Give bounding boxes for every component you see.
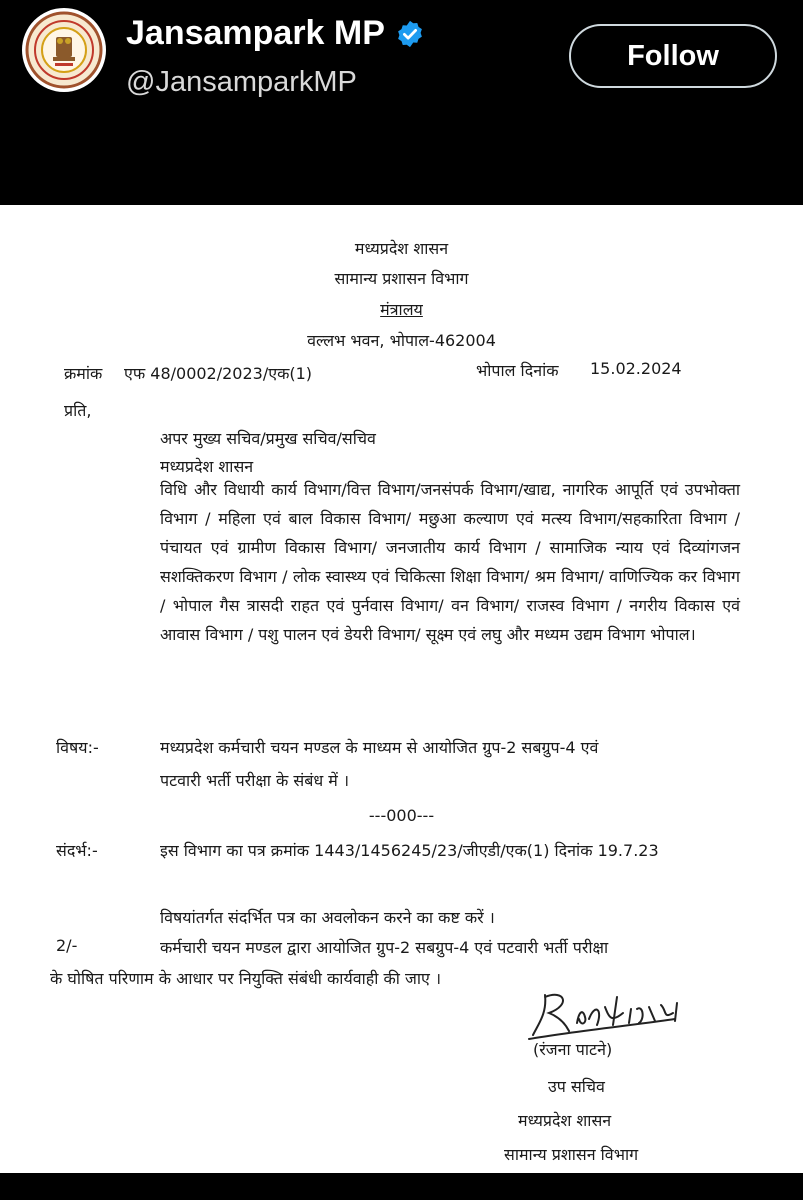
mp-emblem-icon bbox=[25, 11, 103, 89]
subject-line-1: मध्यप्रदेश कर्मचारी चयन मण्डल के माध्यम से आयोजित ग्रुप-2 सबग्रुप-4 एवं bbox=[160, 738, 599, 757]
date-value: 15.02.2024 bbox=[590, 359, 682, 378]
bottom-bar bbox=[0, 1173, 803, 1200]
profile-avatar[interactable] bbox=[22, 8, 106, 92]
follow-button[interactable]: Follow bbox=[569, 24, 777, 88]
subject-label: विषय:- bbox=[56, 738, 99, 757]
account-name-text[interactable]: Jansampark MP bbox=[126, 14, 385, 52]
signatory-name: (रंजना पाटने) bbox=[533, 1040, 613, 1059]
recipient-line-2: मध्यप्रदेश शासन bbox=[160, 457, 254, 476]
tweet-header bbox=[0, 0, 803, 205]
letter-document bbox=[0, 205, 803, 1173]
subject-line-2: पटवारी भर्ती परीक्षा के संबंध में । bbox=[160, 771, 350, 790]
account-name[interactable] bbox=[126, 14, 425, 53]
doc-heading-2: सामान्य प्रशासन विभाग bbox=[334, 269, 469, 288]
doc-heading-1: मध्यप्रदेश शासन bbox=[354, 239, 449, 258]
departments-list: विधि और विधायी कार्य विभाग/वित्त विभाग/जनसंपर्क विभाग/खाद्य, नागरिक आपूर्ति एवं उपभोक्ता विभाग / महिला एवं बाल विकास विभाग/ मछुआ कल्याण एवं मत्स्य विभाग/सहकारिता विभाग / पंचायत एवं ग्रामीण विकास विभाग/ जनजातीय कार्य विभाग / सामाजिक न्याय एवं दिव्यांगजन सशक्तिकरण विभाग / लोक स्वास्थ्य एवं चिकित्सा शिक्षा विभाग/ श्रम विभाग/ वाणिज्यिक कर विभाग / भोपाल गैस त्रासदी राहत एवं पुर्नवास विभाग/ वन विभाग/ राजस्व विभाग / नगरीय विकास एवं आवास विभाग / पशु पालन एवं डेयरी विभाग/ सूक्ष्म एवं लघु और मध्यम उद्यम विभाग भोपाल। bbox=[160, 480, 740, 644]
separator: ---000--- bbox=[368, 806, 435, 825]
recipient-line-1: अपर मुख्य सचिव/प्रमुख सचिव/सचिव bbox=[160, 429, 376, 448]
signatory-title: उप सचिव bbox=[548, 1077, 605, 1096]
verified-badge-icon bbox=[395, 19, 425, 49]
para2-number: 2/- bbox=[56, 936, 78, 955]
para2-line-1: कर्मचारी चयन मण्डल द्वारा आयोजित ग्रुप-2 सबग्रुप-4 एवं पटवारी भर्ती परीक्षा bbox=[160, 938, 609, 957]
signatory-org-2: सामान्य प्रशासन विभाग bbox=[504, 1145, 639, 1164]
doc-address: वल्लभ भवन, भोपाल-462004 bbox=[307, 331, 496, 350]
doc-heading-3: मंत्रालय bbox=[380, 300, 423, 319]
ref-label: क्रमांक bbox=[64, 364, 103, 383]
account-handle[interactable]: @JansamparkMP bbox=[126, 66, 357, 98]
reference-text: इस विभाग का पत्र क्रमांक 1443/1456245/23/जीएडी/एक(1) दिनांक 19.7.23 bbox=[160, 841, 659, 860]
reference-label: संदर्भ:- bbox=[56, 841, 98, 860]
to-label: प्रति, bbox=[64, 401, 92, 420]
signatory-org-1: मध्यप्रदेश शासन bbox=[518, 1111, 612, 1130]
body-line-1: विषयांतर्गत संदर्भित पत्र का अवलोकन करने का कष्ट करें । bbox=[160, 908, 495, 927]
signature-mark bbox=[525, 983, 695, 1043]
para2-line-2: के घोषित परिणाम के आधार पर नियुक्ति संबंधी कार्यवाही की जाए । bbox=[50, 969, 442, 988]
date-label: भोपाल दिनांक bbox=[476, 361, 559, 380]
ref-number: एफ 48/0002/2023/एक(1) bbox=[124, 364, 313, 383]
